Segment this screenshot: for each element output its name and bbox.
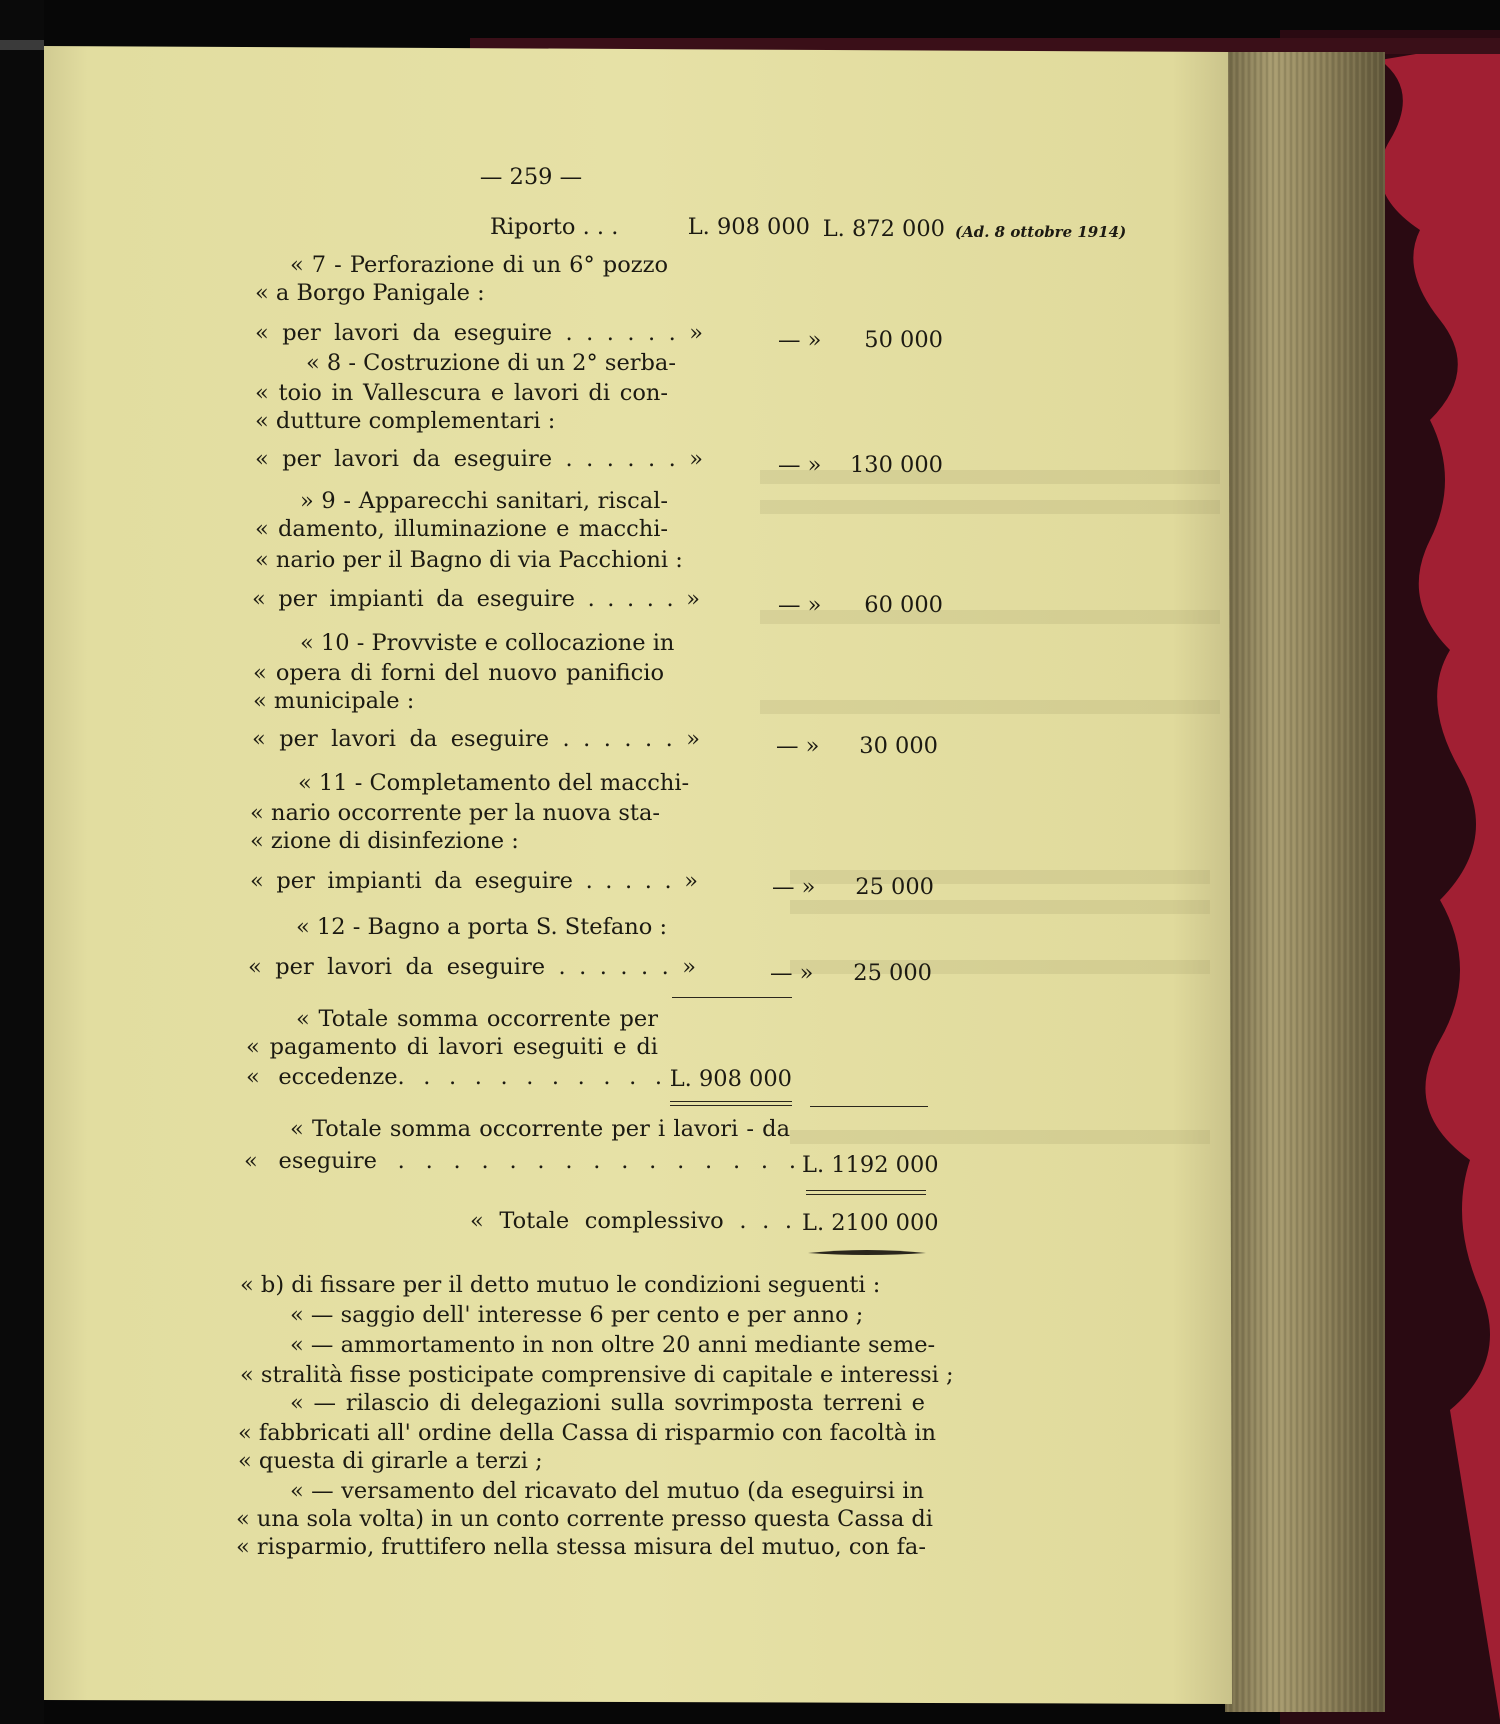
riporto-right-amount: L. 872 000 bbox=[822, 216, 945, 242]
totale-eccedenze-line-1: « Totale somma occorrente per bbox=[296, 1006, 658, 1032]
item-10-heading-line-1: « 10 - Provviste e collocazione in bbox=[300, 630, 675, 656]
riporto-left-amount: L. 908 000 bbox=[687, 214, 810, 240]
item-7-amount: 50 000 bbox=[864, 327, 943, 353]
condition-line-1: « b) di fissare per il detto mutuo le condizioni seguenti : bbox=[240, 1272, 881, 1298]
condition-line-2: « — saggio dell' interesse 6 per cento e per anno ; bbox=[290, 1302, 864, 1328]
item-11-heading-line-1: « 11 - Completamento del macchi- bbox=[298, 770, 690, 796]
item-9-heading-line-1: » 9 - Apparecchi sanitari, riscal- bbox=[300, 488, 668, 514]
totale-lavori-line-1: « Totale somma occorrente per i lavori - da bbox=[290, 1116, 790, 1142]
date-note: (Ad. 8 ottobre 1914) bbox=[955, 223, 1127, 241]
item-9-amount: 60 000 bbox=[864, 592, 943, 618]
item-10-mid: — » bbox=[776, 733, 820, 759]
condition-line-7: « questa di girarle a terzi ; bbox=[238, 1448, 543, 1474]
condition-line-5: « — rilascio di delegazioni sulla sovrimposta terreni e bbox=[290, 1390, 925, 1416]
item-10-heading-line-3: « municipale : bbox=[253, 688, 415, 714]
item-9-heading-line-2: « damento, illuminazione e macchi- bbox=[255, 516, 668, 542]
condition-line-8: « — versamento del ricavato del mutuo (da eseguirsi in bbox=[290, 1478, 924, 1504]
condition-line-9: « una sola volta) in un conto corrente presso questa Cassa di bbox=[236, 1506, 934, 1532]
riporto-label: Riporto . . . bbox=[490, 214, 619, 240]
totale-lavori-line-2: « eseguire . . . . . . . . . . . . . . . bbox=[244, 1148, 796, 1174]
item-7-heading-line-2: « a Borgo Panigale : bbox=[255, 280, 485, 306]
item-12-heading: « 12 - Bagno a porta S. Stefano : bbox=[296, 914, 668, 940]
item-7-mid: — » bbox=[778, 327, 822, 353]
item-12-detail: « per lavori da eseguire . . . . . . » bbox=[248, 954, 696, 980]
item-10-heading-line-2: « opera di forni del nuovo panificio bbox=[253, 660, 664, 686]
item-8-heading-line-2: « toio in Vallescura e lavori di con- bbox=[255, 380, 668, 406]
closing-swell-rule bbox=[806, 1248, 928, 1258]
page-number: — 259 — bbox=[479, 164, 583, 190]
item-8-heading-line-3: « dutture complementari : bbox=[255, 408, 556, 434]
item-8-amount: 130 000 bbox=[849, 452, 943, 478]
condition-line-10: « risparmio, fruttifero nella stessa misura del mutuo, con fa- bbox=[236, 1534, 926, 1560]
item-9-mid: — » bbox=[778, 592, 822, 618]
item-8-mid: — » bbox=[778, 452, 822, 478]
item-11-heading-line-2: « nario occorrente per la nuova sta- bbox=[250, 800, 660, 826]
item-11-heading-line-3: « zione di disinfezione : bbox=[250, 828, 519, 854]
totale-complessivo-label: « Totale complessivo . . . bbox=[470, 1208, 792, 1234]
item-12-amount: 25 000 bbox=[853, 960, 932, 986]
subtotal-rule bbox=[672, 997, 792, 998]
total-double-rule-left bbox=[670, 1101, 792, 1106]
item-7-heading-line-1: « 7 - Perforazione di un 6° pozzo bbox=[290, 252, 668, 278]
condition-line-4: « stralità fisse posticipate comprensive di capitale e interessi ; bbox=[240, 1362, 954, 1388]
total-rule-right bbox=[810, 1106, 928, 1107]
totale-eccedenze-line-3: « eccedenze. . . . . . . . . . . bbox=[246, 1064, 662, 1090]
totale-lavori-amount: L. 1192 000 bbox=[802, 1152, 939, 1178]
grand-double-rule bbox=[806, 1190, 926, 1195]
gutter-shadow bbox=[0, 0, 44, 1724]
item-12-mid: — » bbox=[770, 960, 814, 986]
item-11-amount: 25 000 bbox=[855, 874, 934, 900]
item-9-detail: « per impianti da eseguire . . . . . » bbox=[252, 586, 700, 612]
item-10-amount: 30 000 bbox=[859, 733, 938, 759]
item-11-mid: — » bbox=[772, 874, 816, 900]
condition-line-3: « — ammortamento in non oltre 20 anni mediante seme- bbox=[290, 1332, 936, 1358]
item-8-detail: « per lavori da eseguire . . . . . . » bbox=[255, 446, 703, 472]
totale-eccedenze-line-2: « pagamento di lavori eseguiti e di bbox=[246, 1034, 658, 1060]
item-10-detail: « per lavori da eseguire . . . . . . » bbox=[252, 726, 700, 752]
condition-line-6: « fabbricati all' ordine della Cassa di risparmio con facoltà in bbox=[238, 1420, 937, 1446]
item-8-heading-line-1: « 8 - Costruzione di un 2° serba- bbox=[306, 350, 676, 376]
item-9-heading-line-3: « nario per il Bagno di via Pacchioni : bbox=[255, 547, 683, 573]
item-11-detail: « per impianti da eseguire . . . . . » bbox=[250, 868, 698, 894]
totale-eccedenze-amount: L. 908 000 bbox=[669, 1066, 792, 1092]
item-7-detail: « per lavori da eseguire . . . . . . » bbox=[255, 320, 703, 346]
totale-complessivo-amount: L. 2100 000 bbox=[802, 1210, 939, 1236]
